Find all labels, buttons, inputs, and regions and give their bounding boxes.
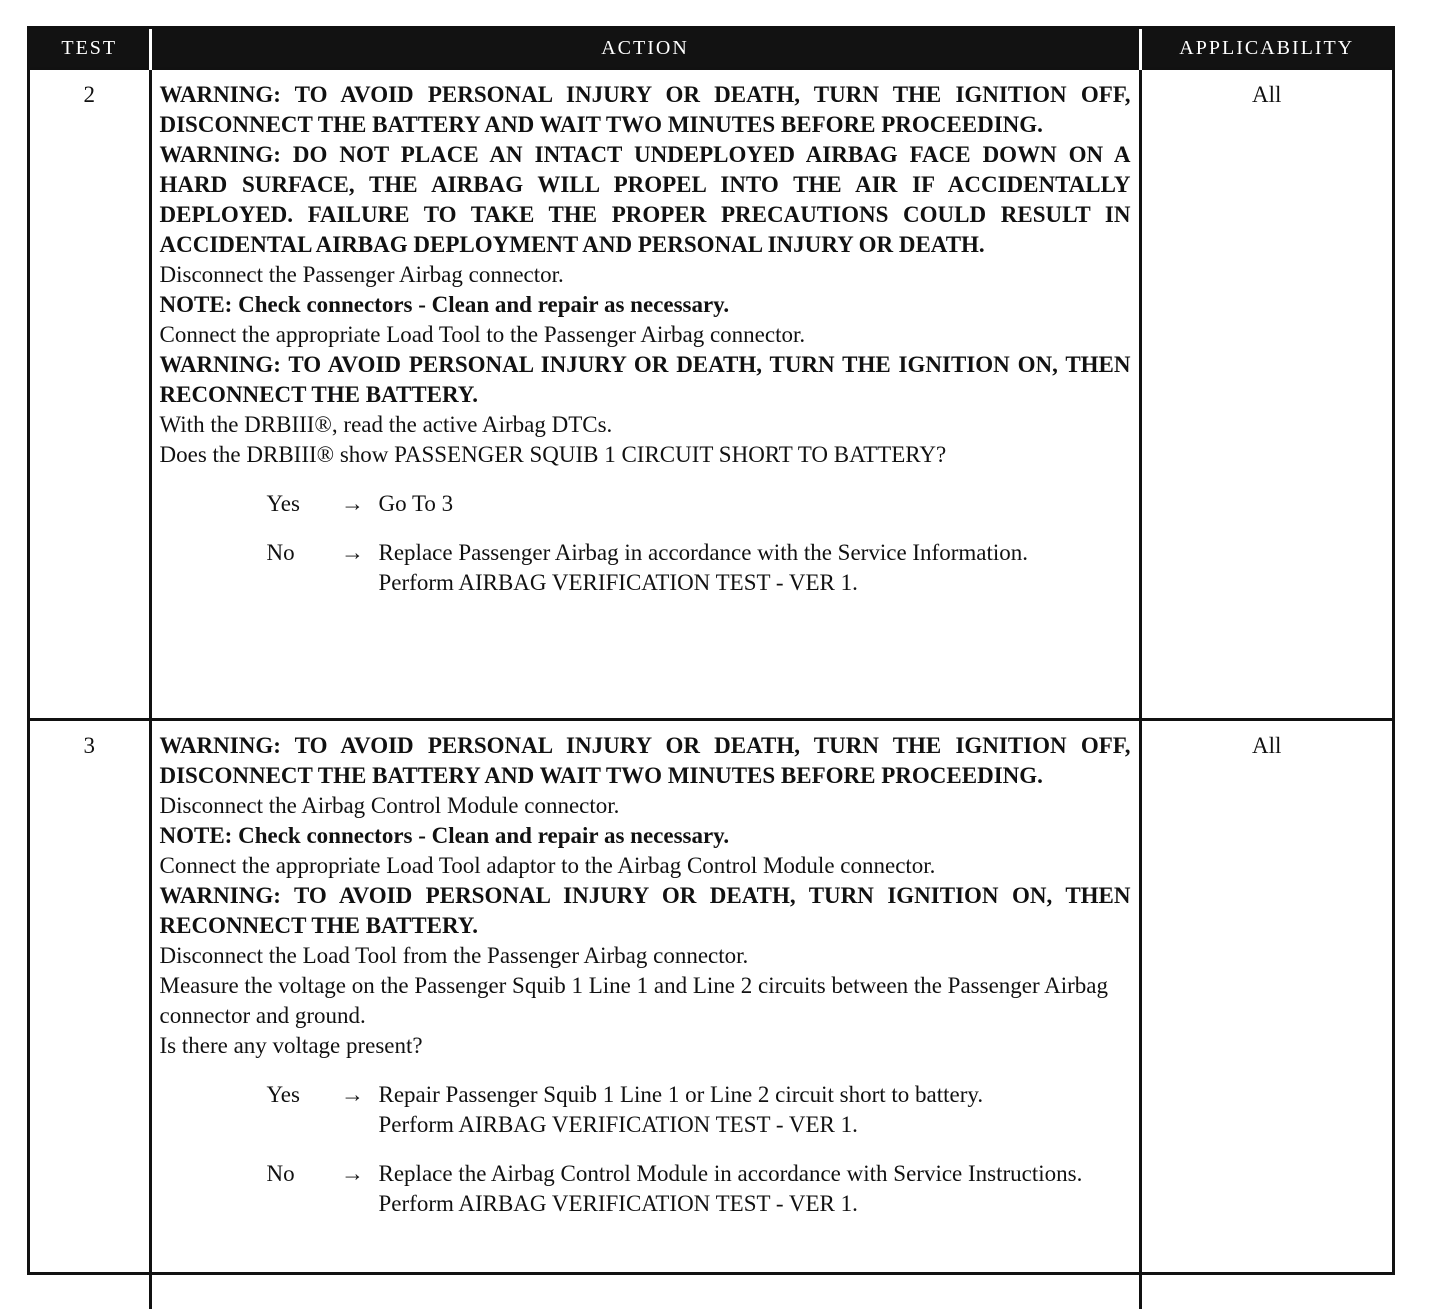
no-label: No [267, 538, 327, 598]
step-text: With the DRBIII®, read the active Airbag DTCs. [160, 410, 1131, 440]
table-row-test-3 [30, 720, 1392, 1309]
diagnostic-table [30, 29, 1392, 1309]
table-row-test-2 [30, 69, 1392, 720]
header-applicability: APPLICABILITY [1140, 29, 1392, 69]
warning-text: WARNING: TO AVOID PERSONAL INJURY OR DEATH, TURN IGNITION ON, THEN RECONNECT THE BATTERY. [160, 881, 1131, 941]
applicability-value: All [1140, 720, 1392, 1309]
right-arrow-icon: → [327, 1159, 379, 1219]
warning-text: WARNING: TO AVOID PERSONAL INJURY OR DEATH, TURN THE IGNITION ON, THEN RECONNECT THE BATTERY. [160, 350, 1131, 410]
test-number: 3 [30, 720, 150, 1309]
applicability-value: All [1140, 69, 1392, 720]
result-line: Perform AIRBAG VERIFICATION TEST - VER 1. [379, 568, 1131, 598]
note-text: NOTE: Check connectors - Clean and repair as necessary. [160, 821, 1131, 851]
header-test: TEST [30, 29, 150, 69]
note-text: NOTE: Check connectors - Clean and repair as necessary. [160, 290, 1131, 320]
right-arrow-icon: → [327, 538, 379, 598]
test-number: 2 [30, 69, 150, 720]
warning-text: WARNING: TO AVOID PERSONAL INJURY OR DEATH, TURN THE IGNITION OFF, DISCONNECT THE BATTERY AND WAIT TWO MINUTES BEFORE PROCEEDING. [160, 80, 1131, 140]
result-line: Replace Passenger Airbag in accordance with the Service Information. [379, 538, 1131, 568]
yes-result [379, 489, 1131, 519]
result-line: Perform AIRBAG VERIFICATION TEST - VER 1. [379, 1189, 1131, 1219]
result-line: Repair Passenger Squib 1 Line 1 or Line 2 circuit short to battery. [379, 1080, 1131, 1110]
step-text: Disconnect the Passenger Airbag connector. [160, 260, 1131, 290]
yes-label: Yes [267, 489, 327, 519]
no-result [379, 1159, 1131, 1219]
yes-result [379, 1080, 1131, 1140]
warning-text: WARNING: DO NOT PLACE AN INTACT UNDEPLOYED AIRBAG FACE DOWN ON A HARD SURFACE, THE AIRBAG WILL PROPEL INTO THE AIR IF ACCIDENTALLY DEPLOYED. FAILURE TO TAKE THE PROPER PRECAUTIONS COULD RESULT IN ACCIDENTAL AIRBAG DEPLOYMENT AND PERSONAL INJURY OR DEATH. [160, 140, 1131, 260]
step-text: Measure the voltage on the Passenger Squib 1 Line 1 and Line 2 circuits between the Passenger Airbag connector and ground. [160, 971, 1131, 1031]
diagnostic-table-frame [27, 26, 1395, 1275]
yes-label: Yes [267, 1080, 327, 1140]
result-line: Replace the Airbag Control Module in accordance with Service Instructions. [379, 1159, 1131, 1189]
warning-text: WARNING: TO AVOID PERSONAL INJURY OR DEATH, TURN THE IGNITION OFF, DISCONNECT THE BATTERY AND WAIT TWO MINUTES BEFORE PROCEEDING. [160, 731, 1131, 791]
right-arrow-icon: → [327, 1080, 379, 1140]
step-text: Connect the appropriate Load Tool adaptor to the Airbag Control Module connector. [160, 851, 1131, 881]
yes-branch [160, 489, 1131, 519]
no-branch [160, 538, 1131, 598]
step-text: Disconnect the Airbag Control Module connector. [160, 791, 1131, 821]
yes-branch [160, 1080, 1131, 1140]
step-text: Connect the appropriate Load Tool to the Passenger Airbag connector. [160, 320, 1131, 350]
action-cell [150, 69, 1140, 720]
result-line: Perform AIRBAG VERIFICATION TEST - VER 1. [379, 1110, 1131, 1140]
question-text: Does the DRBIII® show PASSENGER SQUIB 1 CIRCUIT SHORT TO BATTERY? [160, 440, 1131, 470]
action-cell [150, 720, 1140, 1309]
no-label: No [267, 1159, 327, 1219]
header-action: ACTION [150, 29, 1140, 69]
question-text: Is there any voltage present? [160, 1031, 1131, 1061]
step-text: Disconnect the Load Tool from the Passenger Airbag connector. [160, 941, 1131, 971]
table-header [30, 29, 1392, 69]
right-arrow-icon: → [327, 489, 379, 519]
no-branch [160, 1159, 1131, 1219]
result-line: Go To 3 [379, 489, 1131, 519]
no-result [379, 538, 1131, 598]
